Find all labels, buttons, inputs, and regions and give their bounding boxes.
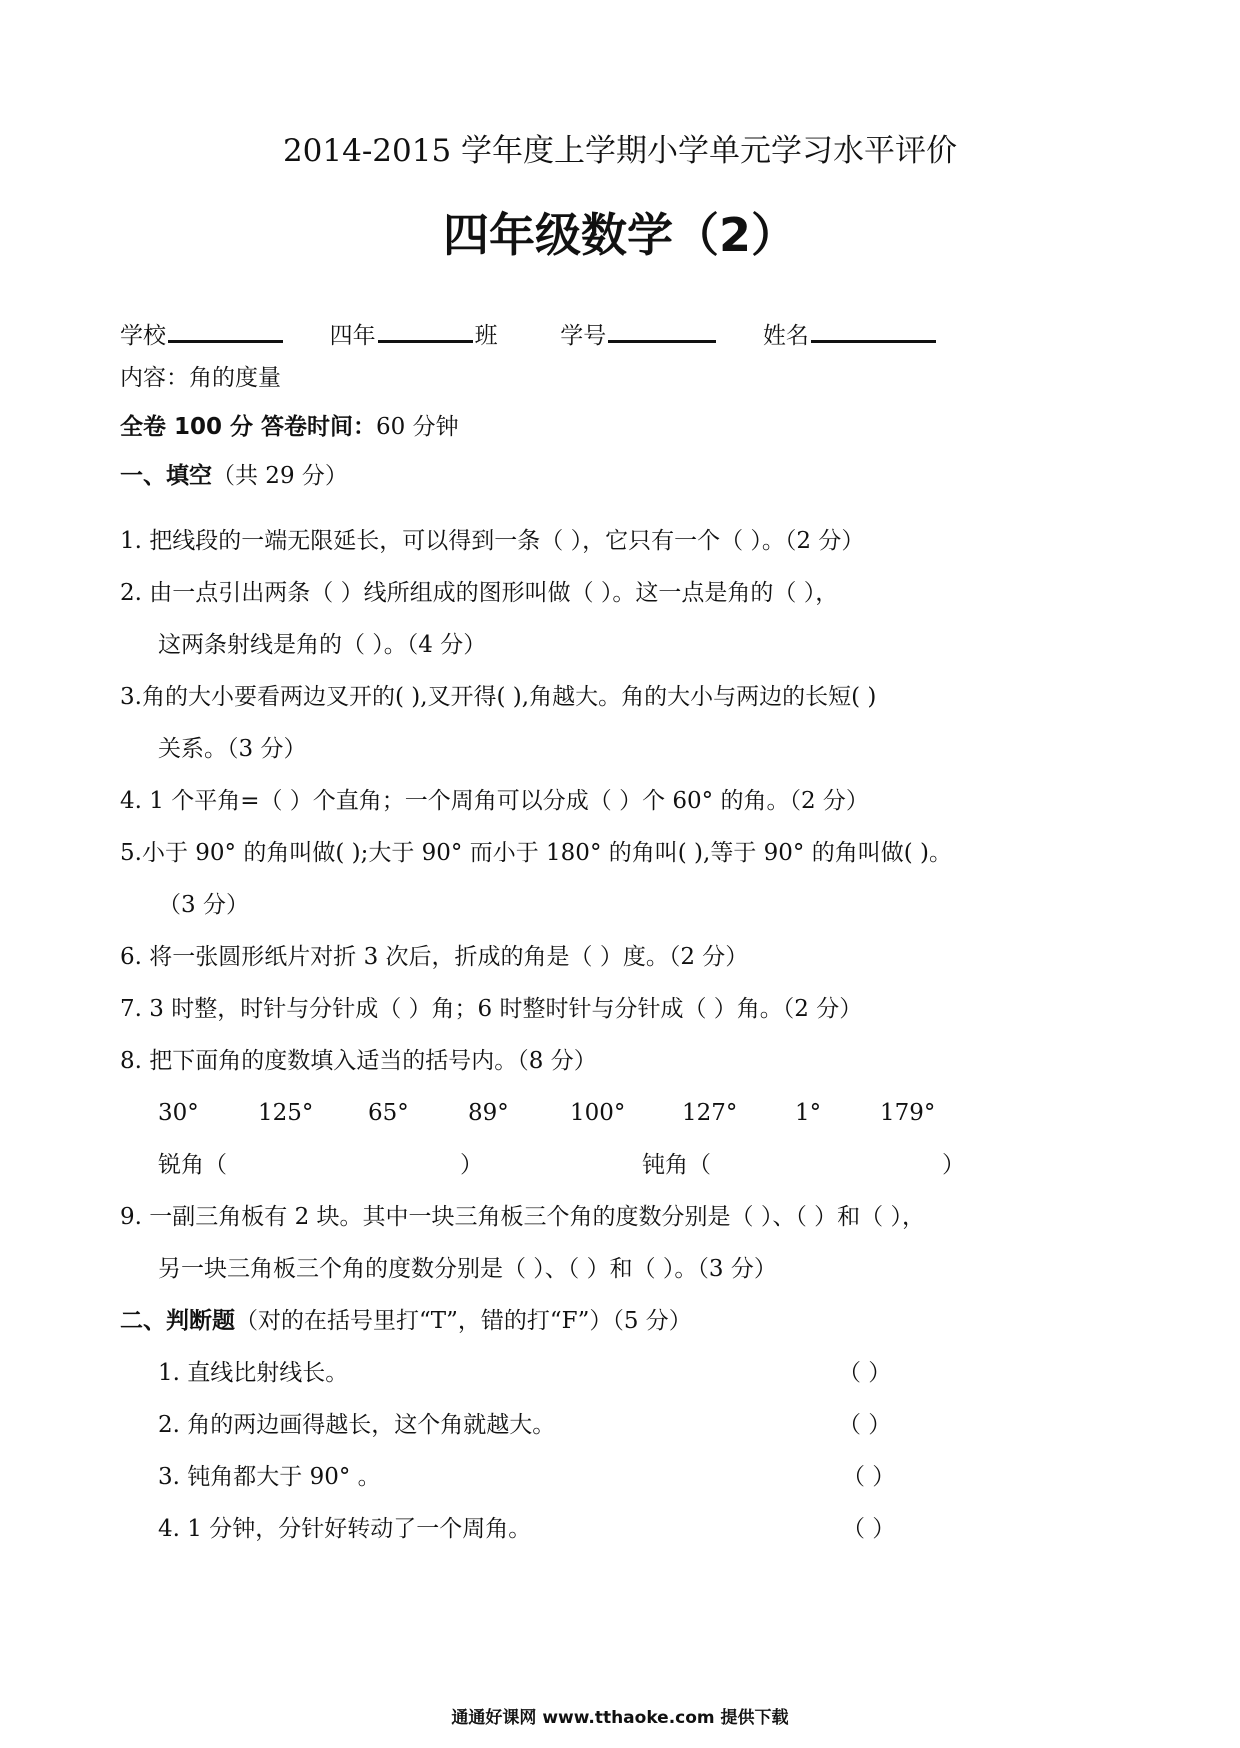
- section2-heading-bold: 二、判断题: [120, 1308, 235, 1334]
- question-8: 8. 把下面角的度数填入适当的括号内。（8 分）: [120, 1048, 597, 1074]
- judge-item-paren[interactable]: （ ）: [842, 1464, 896, 1490]
- judge-item-text: 1. 直线比射线长。: [158, 1360, 349, 1386]
- angle-value: 100°: [570, 1100, 626, 1126]
- question-7: 7. 3 时整，时针与分针成（ ）角；6 时整时针与分针成（ ）角。（2 分）: [120, 996, 863, 1022]
- obtuse-label: 钝角（: [642, 1152, 711, 1178]
- class-blank[interactable]: [378, 318, 473, 343]
- question-2-line-1: 2. 由一点引出两条（ ）线所组成的图形叫做（ ）。这一点是角的（ ），: [120, 580, 839, 606]
- section1-heading: [120, 465, 348, 488]
- angle-value: 125°: [258, 1100, 314, 1126]
- question-9-line-1: 9. 一副三角板有 2 块。其中一块三角板三个角的度数分别是（ ）、（ ）和（ ），: [120, 1204, 925, 1230]
- question-3-line-1: 3.角的大小要看两边叉开的( ),叉开得( ),角越大。角的大小与两边的长短( ): [120, 684, 877, 710]
- number-blank[interactable]: [608, 318, 716, 343]
- grade-label: 四年: [329, 323, 376, 349]
- angle-value: 1°: [795, 1100, 822, 1126]
- school-blank[interactable]: [168, 318, 283, 343]
- judge-item-text: 4. 1 分钟，分针好转动了一个周角。: [158, 1516, 532, 1542]
- acute-close-paren: ）: [460, 1152, 483, 1178]
- exam-subtitle: 2014-2015 学年度上学期小学单元学习水平评价: [282, 133, 958, 169]
- question-4: 4. 1 个平角=（ ）个直角；一个周角可以分成（ ）个 60° 的角。（2 分）: [120, 788, 869, 814]
- judge-item-text: 2. 角的两边画得越长，这个角就越大。: [158, 1412, 556, 1438]
- judge-item-text: 3. 钝角都大于 90° 。: [158, 1464, 381, 1490]
- angle-value: 179°: [880, 1100, 936, 1126]
- name-label: 姓名: [762, 323, 809, 349]
- score-bold: 全卷 100 分 答卷时间：: [120, 414, 377, 440]
- class-label: 班: [474, 323, 498, 349]
- judge-item-paren[interactable]: （ ）: [838, 1412, 892, 1438]
- section1-heading-bold: 一、填空: [120, 463, 212, 489]
- section2-heading-rest: （对的在括号里打“T”，错的打“F”）（5 分）: [235, 1308, 692, 1334]
- number-label: 学号: [560, 323, 607, 349]
- angle-value: 65°: [368, 1100, 409, 1126]
- score-rest: 60 分钟: [376, 414, 459, 440]
- question-1: 1. 把线段的一端无限延长，可以得到一条（ ），它只有一个（ ）。（2 分）: [120, 528, 865, 554]
- name-blank[interactable]: [811, 318, 936, 343]
- question-3-line-2: 关系。（3 分）: [158, 736, 307, 762]
- question-5-line-1: 5.小于 90° 的角叫做( );大于 90° 而小于 180° 的角叫( ),等于 90° 的角叫做( )。: [120, 840, 952, 866]
- student-info-row: [120, 318, 938, 348]
- question-2-line-2: 这两条射线是角的（ ）。（4 分）: [158, 632, 487, 658]
- section1-heading-rest: （共 29 分）: [212, 463, 348, 489]
- obtuse-close-paren: ）: [942, 1152, 965, 1178]
- acute-label: 锐角（: [158, 1152, 227, 1178]
- content-line: 内容：角的度量: [120, 365, 281, 391]
- school-label: 学校: [120, 323, 166, 349]
- question-5-line-2: （3 分）: [158, 892, 249, 918]
- question-6: 6. 将一张圆形纸片对折 3 次后，折成的角是（ ）度。（2 分）: [120, 944, 749, 970]
- question-9-line-2: 另一块三角板三个角的度数分别是（ ）、（ ）和（ ）。（3 分）: [158, 1256, 777, 1282]
- judge-item-paren[interactable]: （ ）: [842, 1516, 896, 1542]
- section2-heading: [120, 1310, 692, 1333]
- score-line: [120, 416, 459, 439]
- exam-title: 四年级数学（2）: [442, 208, 797, 262]
- angle-value: 89°: [468, 1100, 509, 1126]
- footer-source: 通通好课网 www.tthaoke.com 提供下载: [451, 1708, 789, 1728]
- judge-item-paren[interactable]: （ ）: [838, 1360, 892, 1386]
- angle-value: 30°: [158, 1100, 199, 1126]
- angle-value: 127°: [682, 1100, 738, 1126]
